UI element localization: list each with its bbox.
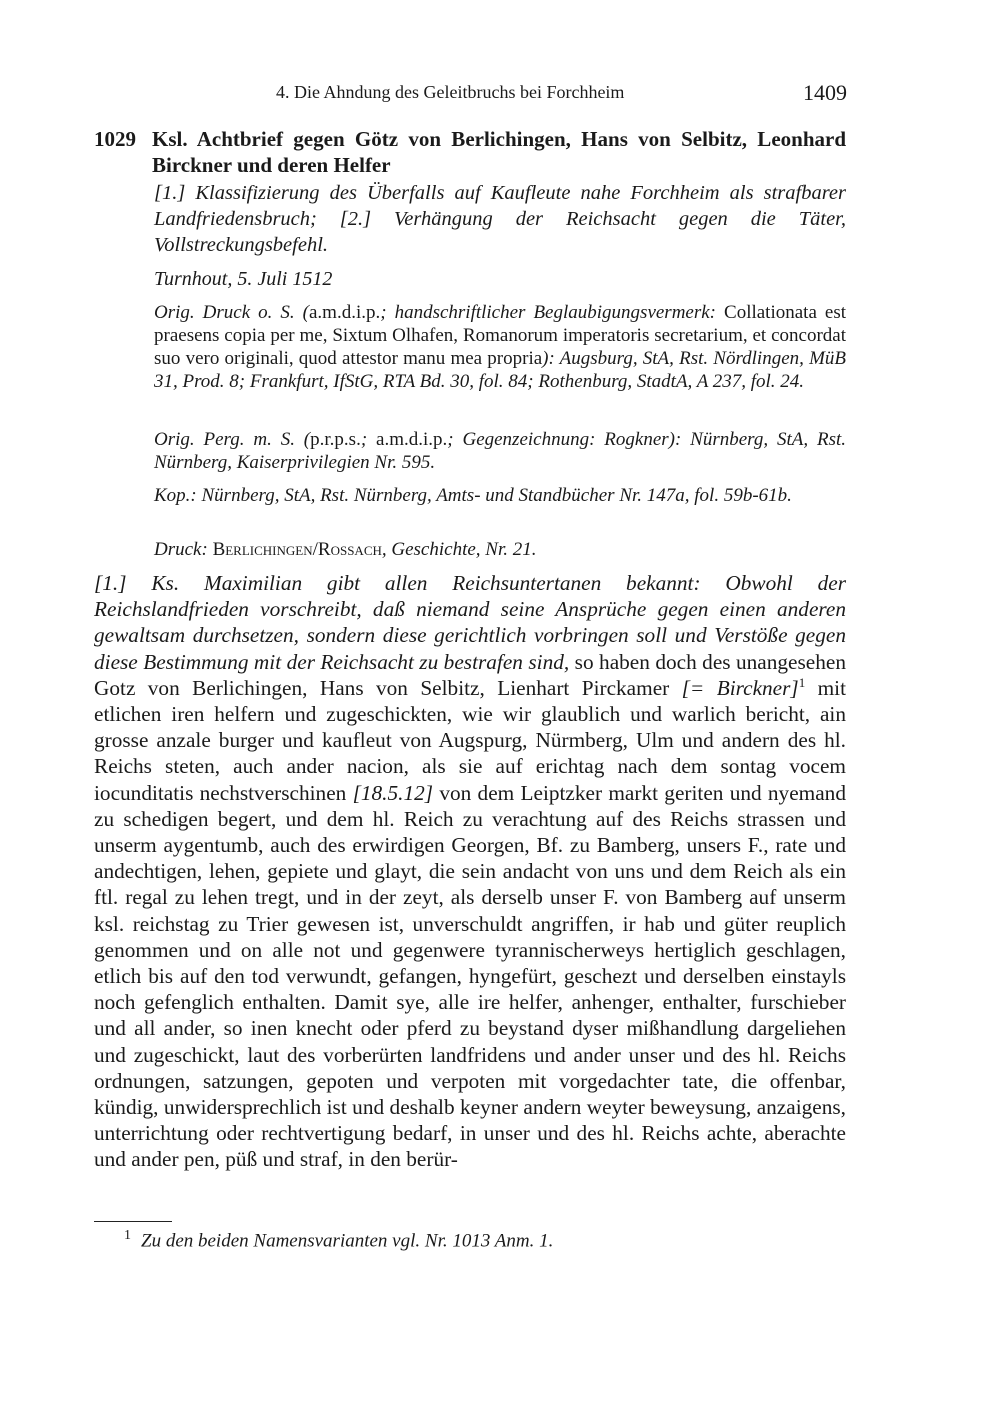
text-part-1: so haben doch des unangesehen Gotz von Berlichingen, Hans von Selbitz, Lienhart Pirckamer — [94, 649, 846, 700]
source4-a: Druck: — [154, 539, 213, 560]
source2-b: p.r.p.s. — [310, 429, 361, 450]
source4-slash: / — [312, 539, 318, 560]
entry-number: 1029 — [94, 127, 136, 151]
source4-author2: Rossach — [317, 539, 382, 560]
entry-summary: [1.] Klassifizierung des Überfalls auf Kaufleute nahe Forchheim als strafbarer Landfriedensbruch; [2.] Verhängung der Reichsacht gegen die Täter, Vollstreckungsbefehl. — [154, 182, 846, 256]
source1-a: Orig. Druck o. S. ( — [154, 302, 309, 323]
footnote-text: Zu den beiden Namensvarianten vgl. Nr. 1013 Anm. 1. — [141, 1230, 554, 1252]
editorial-note: [= Birckner] — [681, 675, 799, 700]
source4-author1: Berlichingen — [212, 539, 313, 560]
place-date: Turnhout, 5. Juli 1512 — [154, 268, 333, 290]
source2-d: a.m.d.i.p. — [376, 429, 448, 450]
source1-d: Collationata est praesens copia per me, Sixtum Olhafen, Romanorum imperatoris secretarium, et concordat suo vero originali, quod attestor manu mea propria — [154, 302, 846, 369]
footnote-number: 1 — [124, 1228, 131, 1243]
footnote — [124, 1228, 553, 1252]
text-part-3: von dem Leiptzker markt geriten und nyemand zu schedigen begert, und dem hl. Reich zu verachtung auf des Reichs strassen und unserm aygentumb, auch des erwirdigen Georgen, Bf. zu Bamberg, unsers F., rate und andechtigen, lehen, gepiete und glayt, die sein andacht von uns und dem Reich als ein ftl. regal zu lehen tregt, und in der zeyt, als derselb unser F. von Bamberg auf unserm ksl. reichstag zu Trier gewesen ist, unverschuldt angriffen, ir hab und güter reuplich genommen und on alle not und gegenwere tyrannischerweys hertiglich geschlagen, etlich bis auf den tod verwundt, gefangen, hyngefürt, geschezt und derselben einstayls noch gefenglich enthalten. Damit sye, alle ire helfer, anhenger, enthalter, furschieber und all ander, so inen knecht oder pferd zu beystand dyser mißhandlung dargeliehen und zugeschickt, laut des vorberürten landfridens und ander unser und des hl. Reichs ordnungen, satzungen, gepoten und verpoten mit vorgedachter tate, die offenbar, kündig, unwidersprechlich ist und deshalb keyner andern weyter beweysung, anzaigens, unterrichtung oder rechtvertigung bedarf, in unser und des hl. Reichs achte, aberachte und ander pen, püß und straf, in den berür- — [94, 780, 846, 1172]
intro-summary: [1.] Ks. Maximilian gibt allen Reichsuntertanen bekannt: Obwohl der Reichslandfrieden vorschreibt, daß niemand seine Ansprüche gegen einen anderen gewaltsam durchsetzen, sondern diese gerichtlich vorbringen soll und Verstöße gegen diese Bestimmung mit der Reichsacht zu bestrafen sind, — [94, 571, 846, 674]
date-note: [18.5.12] — [352, 780, 434, 805]
running-head-chapter: 4. Die Ahndung des Geleitbruchs bei Forchheim — [276, 82, 625, 102]
source-original-print — [154, 301, 846, 393]
source-print — [154, 538, 846, 561]
main-paragraph — [94, 570, 846, 1173]
source1-e: ): Augsburg, StA, Rst. Nördlingen, MüB 31, Prod. 8; Frankfurt, IfStG, RTA Bd. 30, fol. 84; Rothenburg, StadtA, A 237, fol. 24. — [154, 348, 846, 392]
source2-c: ; — [360, 429, 377, 450]
source-original-parchment — [154, 428, 846, 474]
main-text — [94, 570, 846, 1173]
text-part-2: mit etlichen iren helfern und zugeschickten, wie wir glaublich und warlich bericht, ain grosse anzale burger und kaufleut von Augspurg, Nürmberg, Ulm und andern des hl. Reichs steten, auch ander nacion, als sie auf erichtag nach dem sontag vocem iocunditatis nechstverschinen — [94, 675, 846, 805]
running-head — [0, 80, 1004, 110]
page-number: 1409 — [803, 80, 847, 105]
entry-heading — [94, 126, 846, 178]
source1-b: a.m.d.i.p. — [308, 302, 381, 323]
source2-a: Orig. Perg. m. S. ( — [154, 429, 311, 450]
source2-e: ; Gegenzeichnung: Rogkner): Nürnberg, StA, Rst. Nürnberg, Kaiserprivilegien Nr. 595. — [154, 429, 847, 473]
source1-c: ; handschriftlicher Beglaubigungsvermerk: — [380, 302, 725, 323]
footnote-rule — [94, 1221, 172, 1222]
source-copy: Kop.: Nürnberg, StA, Rst. Nürnberg, Amts- und Standbücher Nr. 147a, fol. 59b-61b. — [154, 485, 792, 506]
footnote-ref: 1 — [798, 674, 806, 690]
entry-title: Ksl. Achtbrief gegen Götz von Berlichingen, Hans von Selbitz, Leonhard Birckner und deren Helfer — [152, 127, 846, 177]
source4-e: , Geschichte, Nr. 21. — [381, 539, 537, 560]
